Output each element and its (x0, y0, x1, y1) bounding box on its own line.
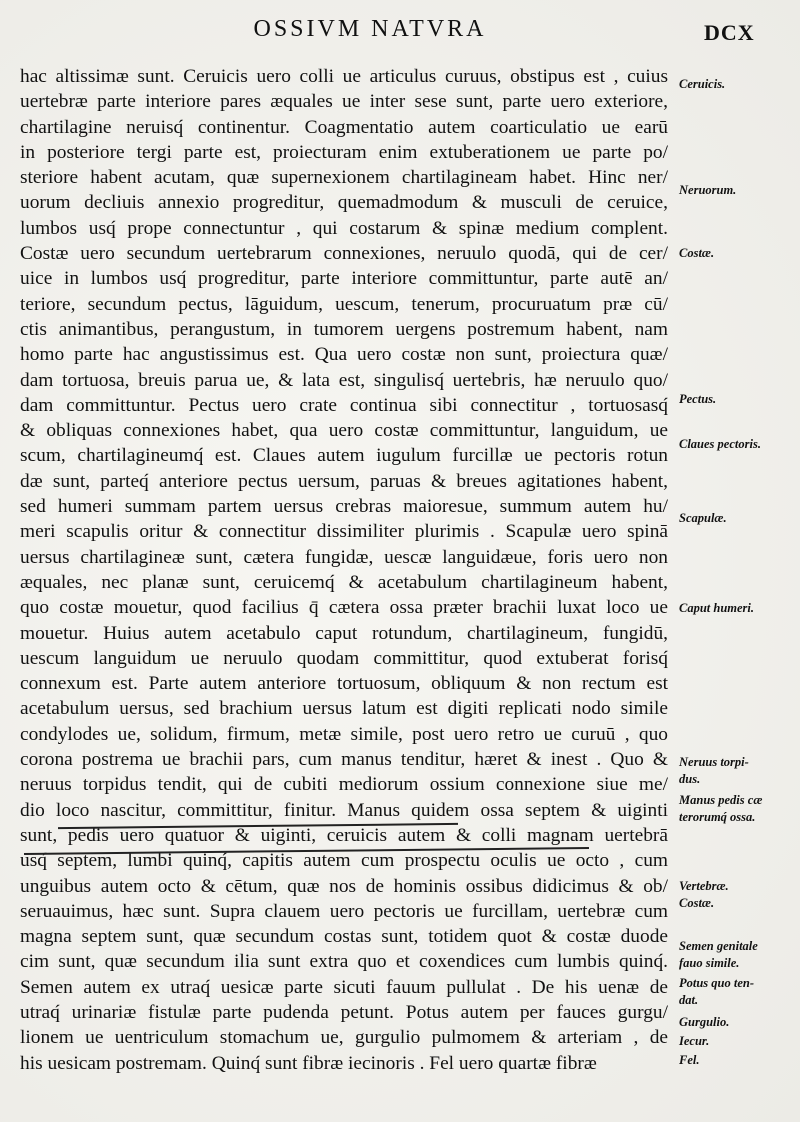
margin-note: Potus quo ten- (679, 976, 755, 990)
folio-number: DCX (704, 20, 755, 45)
text-line: neruus torpidus tendit, qui de cubiti mediorum ossium connexione siue me/ (20, 774, 668, 796)
text-line: dio loco nascitur, committitur, finitur. Manus quidem ossa septem & uiginti (20, 799, 668, 821)
text-line: & obliquas connexiones habet, qua uero costæ committuntur, languidum, ue (20, 420, 668, 442)
text-line: dam committuntur. Pectus uero crate continua sibi connectitur , tortuosasq́ (20, 394, 668, 416)
margin-note: dat. (679, 993, 699, 1007)
main-text-block (20, 64, 668, 1076)
text-line: æquales, nec planæ sunt, ceruicemq́ & acetabulum chartilagineum habent, (20, 571, 668, 593)
margin-note: dus. (679, 772, 701, 786)
text-line: lionem ue uentriculum stomachum ue, gurgulio pulmomem & arteriam , de (20, 1027, 668, 1049)
text-line: mouetur. Huius autem acetabulo caput rotundum, chartilagineum, fungidū, (20, 622, 668, 644)
text-line: homo parte hac angustissimus est. Qua uero costæ non sunt, proiectura quæ/ (20, 344, 668, 366)
text-line: dam tortuosa, breuis parua ue, & lata est, singulisq́ uertebris, hæ neruulo quo/ (20, 369, 668, 391)
margin-note: fauo simile. (679, 956, 740, 970)
text-line: uorum decliuis annexio progreditur, quemadmodum & musculi de ceruice, (20, 192, 668, 214)
margin-note: Vertebræ. (679, 879, 729, 893)
text-line: uertebræ parte interiore pares æquales ue inter sese sunt, parte uero exteriore, (20, 91, 668, 113)
margin-note: Neruus torpi- (679, 755, 749, 769)
text-line: uescum languidum ue neruulo quodam committitur, quod extuberat forisq́ (20, 647, 668, 669)
margin-note: Fel. (679, 1053, 700, 1067)
margin-note: Manus pedis cæ (679, 793, 763, 807)
margin-note: Scapulæ. (679, 511, 727, 525)
text-line: sunt, pedis uero quatuor & uiginti, ceruicis autem & colli magnam uertebrā (20, 824, 668, 846)
text-line: connexum est. Parte autem anteriore tortuosum, obliquum & non rectum est (20, 673, 668, 695)
margin-note: Gurgulio. (679, 1015, 730, 1029)
margin-note: Costæ. (679, 896, 715, 910)
margin-note: Ceruicis. (679, 77, 726, 91)
text-line: seruauimus, hæc sunt. Supra clauem uero pectoris ue furcillam, uertebræ cum (20, 900, 668, 922)
text-line: teriore, secundum pectus, lāguidum, uescum, tenerum, procuruatum præ cū/ (20, 293, 668, 315)
text-line: quo costæ mouetur, quod facilius q̄ cætera ossa præter brachii luxat loco ue (20, 597, 668, 619)
text-line: Semen autem ex utraq́ uesicæ parte sicuti fauum pullulat . De his uenæ de (20, 976, 668, 998)
margin-note: Costæ. (679, 246, 715, 260)
margin-note: Pectus. (679, 392, 717, 406)
text-line: scum, chartilagineumq́ est. Claues autem iugulum furcillæ ue pectoris rotun (20, 445, 668, 467)
text-line: his uesicam postremam. Quinq́ sunt fibræ iecinoris . Fel uero quartæ fibræ (20, 1052, 597, 1074)
text-line: corona postrema ue brachii pars, cum manus tenditur, hæret & inest . Quo & (20, 749, 668, 771)
text-line: unguibus autem octo & cētum, quæ nos de hominis ossibus didicimus & ob/ (20, 875, 668, 897)
margin-note: terorumq́ ossa. (679, 810, 756, 824)
text-line: dæ sunt, parteq́ anteriore pectus uersum, paruas & breues agitationes habent, (20, 470, 668, 492)
text-line: acetabulum uersus, sed brachium uersus latum est digiti replicati nodo simile (20, 698, 668, 720)
margin-note: Iecur. (679, 1034, 710, 1048)
text-line: in posteriore tergi parte est, proiecturam enim extuberationem ue parte po/ (20, 141, 668, 163)
text-line: utraq́ urinariæ fistulæ parte pudenda petunt. Potus autem per fauces gurgu/ (20, 1001, 668, 1023)
text-line: lumbos usq́ prope connectuntur , qui costarum & spinæ medium complent. (20, 217, 668, 239)
text-line: hac altissimæ sunt. Ceruicis uero colli ue articulus curuus, obstipus est , cuius (20, 66, 668, 87)
text-line: magna septem sunt, quæ secundum costas sunt, totidem quot & costæ duode (20, 926, 668, 948)
text-line: uice in lumbos usq́ progreditur, parte interiore committuntur, parte autē an/ (20, 268, 668, 290)
running-head-title: OSSIVM NATVRA (253, 16, 487, 42)
text-line: steriore habent acutam, quæ supernexionem chartilagineam habet. Hinc ner/ (20, 167, 668, 189)
margin-note: Caput humeri. (679, 601, 755, 615)
text-line: sed humeri summam partem uersus crebras maioresue, summum autem hu/ (20, 496, 668, 518)
text-line: uersus chartilagineæ sunt, cætera fungidæ, uescæ languidæue, foris uero non (20, 546, 668, 568)
text-line: chartilagine neruisq́ continentur. Coagmentatio autem coarticulatio ue earū (20, 116, 668, 138)
margin-note: Semen genitale (679, 939, 758, 953)
text-line: usq́ septem, lumbi quinq́, capitis autem cum prospectu oculis ue octo , cum (20, 850, 668, 872)
text-line: Costæ uero secundum uertebrarum connexiones, neruulo quodā, qui de cer/ (20, 243, 668, 265)
text-line: ctis animantibus, perangustum, in tumorem uergens postremum habent, nam (20, 318, 668, 340)
text-line: meri scapulis oritur & connectitur dissimiliter plurimis . Scapulæ uero spinā (20, 521, 668, 543)
text-line: cim sunt, quæ secundum ilia sunt extra quo et coxendices cum lumbis quinq́. (20, 951, 668, 973)
text-line: condylodes ue, solidum, firmum, metæ simile, post uero retro ue curuū , quo (20, 723, 668, 745)
margin-note: Neruorum. (679, 183, 737, 197)
margin-note: Claues pectoris. (679, 437, 761, 451)
